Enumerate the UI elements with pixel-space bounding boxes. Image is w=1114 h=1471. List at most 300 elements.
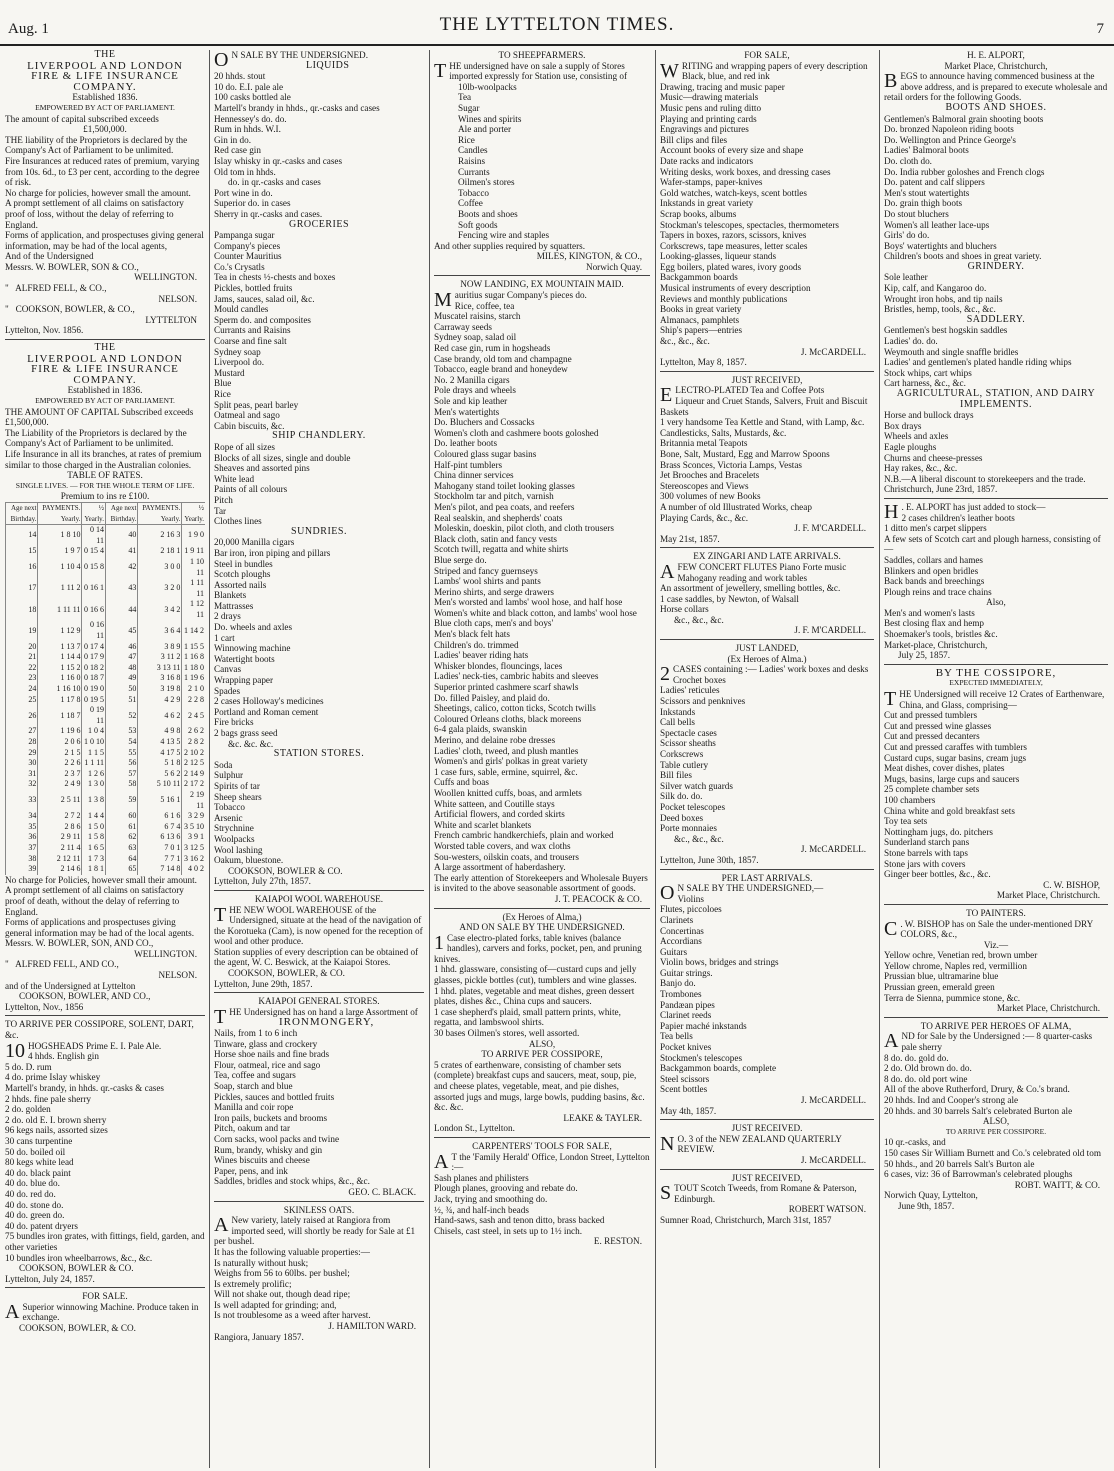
advert-line	[660, 347, 874, 358]
rates-cell: 3 13 11	[138, 663, 182, 674]
advert-line	[434, 1183, 650, 1194]
advert-text: J. HAMILTON WARD.	[328, 1321, 416, 1332]
advert-line	[660, 449, 874, 460]
advert-line	[434, 1236, 650, 1247]
advert-line	[660, 357, 874, 368]
advert-line	[434, 703, 650, 714]
advert-line	[214, 241, 424, 252]
drop-initial: C	[884, 917, 898, 940]
rates-cell: 7 7 1	[138, 854, 182, 865]
advert-line	[660, 791, 874, 802]
rates-cell: 42	[105, 557, 137, 578]
advert-line	[660, 947, 874, 958]
advert-text: PER LAST ARRIVALS.	[721, 872, 813, 883]
advert-text: Cut and pressed decanters	[884, 731, 980, 742]
rates-cell: 2 1 5	[38, 748, 82, 759]
advert-text: Norwich Quay.	[585, 261, 642, 272]
advert-line	[214, 686, 424, 697]
advert-text: Cut and pressed caraffes with tumblers	[884, 742, 1027, 752]
advert-line	[434, 135, 650, 146]
advert-text: Table cutlery	[660, 759, 709, 770]
advert-text: Cut and pressed tumblers	[884, 710, 978, 721]
advert-text: Iron pails, buckets and brooms	[214, 1112, 328, 1123]
advert-line	[884, 880, 1108, 891]
advert-text: Saddles, collars and hames	[884, 554, 983, 565]
advert-line	[434, 1028, 650, 1039]
advert-text: Paper, pens, and ink	[214, 1165, 288, 1176]
advert-text: China white and gold breakfast sets	[884, 805, 1015, 816]
advert-text: JUST LANDED,	[735, 643, 799, 654]
advert-text: FIRE & LIFE INSURANCE COMPANY.	[31, 70, 183, 93]
advert-text: auritius sugar Company's pieces do.	[454, 290, 587, 301]
advert-divider	[660, 1119, 874, 1120]
advert-text: Soda	[214, 759, 233, 770]
advert-line	[434, 912, 650, 923]
advert-text: Boys' watertights and bluchers	[884, 240, 997, 251]
advert-text: Stock whips, cart whips	[884, 367, 972, 378]
advert-text: Viz.—	[983, 939, 1009, 950]
advert-text: The amount of capital subscribed exceeds	[5, 113, 159, 124]
advert-line	[5, 481, 205, 492]
advert-text: Forms of application, and prospectuses giving general information, may be had of the local agents,	[5, 230, 207, 251]
advert-text: An assortment of jewellery, smelling bottles, &c.	[660, 583, 841, 594]
advert-text: Jack, trying and smoothing do.	[434, 1193, 548, 1204]
advert-line	[434, 491, 650, 502]
advert-line	[214, 749, 424, 760]
advert-line	[660, 114, 874, 125]
advert-text: &c., &c., &c.	[674, 833, 724, 844]
advert-line	[660, 717, 874, 728]
advert-line	[660, 145, 874, 156]
advert-text: July 25, 1857.	[898, 650, 951, 661]
advert-text: 1 case saddles, by Newton, of Walsall	[660, 593, 799, 604]
rates-row	[6, 663, 206, 674]
advert-line	[884, 555, 1108, 566]
advert-line	[214, 760, 424, 771]
advert-line	[434, 177, 650, 188]
rates-cell: 1 12 9	[38, 620, 82, 641]
advert-text: Prussian blue, ultramarine blue	[884, 971, 999, 982]
advert-text: Stereoscopes and Views	[660, 480, 749, 491]
advert-line	[884, 198, 1108, 209]
drop-initial: 1	[434, 931, 444, 954]
advert-text: Ginger beer bottles, &c., &c.	[884, 869, 991, 880]
advert-text: It has the following valuable properties:—	[214, 1246, 370, 1257]
advert-line	[5, 1019, 205, 1040]
advert-text: Tea bells	[660, 1031, 693, 1042]
advert-line	[884, 1190, 1108, 1201]
rates-cell: 19	[6, 620, 38, 641]
rates-row	[6, 748, 206, 759]
advert-line	[660, 1042, 874, 1053]
advert-text: Striped and fancy guernseys	[434, 565, 538, 576]
advert-line	[434, 1141, 650, 1152]
advert-text: Martell's brandy, in hhds. qr.-casks & cases	[5, 1083, 164, 1093]
advert-line	[660, 1173, 874, 1184]
advert-line	[214, 61, 424, 72]
rates-row	[6, 758, 206, 769]
advert-text: MILES, KINGTON, & CO.,	[536, 251, 642, 262]
advert-line	[5, 1221, 205, 1232]
advert-text: Sperm do. and composites	[214, 314, 311, 325]
advert-line	[660, 915, 874, 926]
advert-line	[884, 325, 1108, 336]
advert-text: NELSON.	[158, 970, 197, 981]
advert-text: Sunderland starch pans	[884, 837, 970, 848]
advert-line	[5, 1157, 205, 1168]
advert-text: Women's all leather lace-ups	[884, 219, 990, 230]
advert-line	[884, 774, 1108, 785]
advert-line	[434, 809, 650, 820]
rates-cell: 1 18 0	[182, 663, 205, 674]
advert-line	[660, 1021, 874, 1032]
advert-line	[660, 1134, 874, 1155]
advert-text: Forms of applications and prospectuses giving general information may be had of the local agents.	[5, 917, 195, 938]
advert-text: Soft goods	[458, 219, 498, 230]
advert-line	[434, 460, 650, 471]
rates-cell: 4 0 2	[182, 864, 205, 875]
drop-initial: B	[884, 70, 898, 93]
advert-line	[214, 1332, 424, 1343]
advert-line	[884, 220, 1108, 231]
advert-line	[884, 1159, 1108, 1170]
advert-line	[5, 1051, 205, 1062]
rates-cell: 5 10 11	[138, 779, 182, 790]
advert-text: Raisins	[458, 155, 486, 166]
rates-cell: 2 12 11	[38, 854, 82, 865]
advert-text: Also,	[986, 597, 1006, 608]
rates-cell: 0 19 11	[82, 705, 106, 726]
advert-line	[5, 1253, 205, 1264]
advert-line	[214, 1215, 424, 1247]
advert-text: do. in qr.-casks and cases	[228, 177, 321, 188]
advert-text: Ladies' cloth, tweed, and plush mantles	[434, 745, 579, 756]
advert-text: Cart harness, &c., &c.	[884, 378, 966, 389]
advert-line	[214, 368, 424, 379]
advert-line	[884, 650, 1108, 661]
rates-cell: 30	[6, 758, 38, 769]
advert-line	[434, 852, 650, 863]
advert-line	[660, 209, 874, 220]
advert-line	[660, 262, 874, 273]
advert-text: Superior do. in cases	[214, 198, 291, 209]
advert-text: 75 bundles iron grates, with fittings, field, garden, and other varieties	[5, 1231, 207, 1252]
advert-text: Brass Sconces, Victoria Lamps, Vestas	[660, 459, 802, 470]
advert-line	[884, 742, 1108, 753]
advert-line	[214, 463, 424, 474]
advert-text: Christchurch, June 23rd, 1857.	[884, 484, 998, 495]
advert-line	[884, 410, 1108, 421]
advert-text: Sydney soap	[214, 346, 261, 357]
advert-line	[660, 188, 874, 199]
advert-line	[660, 978, 874, 989]
advert-text: Bill clips and files	[660, 134, 728, 145]
advert-line	[660, 230, 874, 241]
advert-text: Sole leather	[884, 272, 928, 283]
advert-text: Scrap books, albums	[660, 208, 737, 219]
advert-text: Steel in bundles	[214, 558, 273, 569]
advert-line	[214, 389, 424, 400]
advert-line	[434, 251, 650, 262]
advert-line	[214, 400, 424, 411]
advert-line	[5, 1062, 205, 1073]
rates-cell: 15	[6, 546, 38, 557]
advert-line	[434, 220, 650, 231]
advert-line	[5, 470, 205, 481]
advert-line	[214, 1300, 424, 1311]
advert-line	[214, 251, 424, 262]
advert-text: Looking-glasses, liqueur stands	[660, 251, 777, 262]
rates-cell: 6 7 4	[138, 822, 182, 833]
advert-text: French cambric handkerchiefs, plain and worked	[434, 830, 614, 841]
rates-cell: 2 19 11	[182, 790, 205, 811]
advert-line	[884, 908, 1108, 919]
advert-line	[5, 1302, 205, 1323]
rates-cell: 5 16 1	[138, 790, 182, 811]
advert-line	[434, 841, 650, 852]
advert-line	[214, 378, 424, 389]
advert-line	[660, 685, 874, 696]
advert-line	[5, 875, 205, 886]
advert-text: Merino, and delaine robe dresses	[434, 735, 556, 745]
advert-text: Violins	[677, 893, 704, 904]
advert-text: Messrs. W. BOWLER, SON & CO.,	[5, 261, 139, 272]
rates-row	[6, 769, 206, 780]
advert-text: Plough planes, grooving and rebate do.	[434, 1183, 578, 1194]
advert-line	[5, 103, 205, 114]
advert-text: Sumner Road, Christchurch, March 31st, 1857	[660, 1214, 832, 1225]
advert-line	[5, 156, 205, 188]
advert-text: Life Insurance in all its branches, at rates of premium similar to those charged in the Australian colonies.	[5, 448, 204, 470]
rates-row	[6, 546, 206, 557]
advert-line	[5, 315, 205, 326]
advert-line	[214, 855, 424, 866]
advert-line	[660, 551, 874, 562]
advert-text: " COOKSON, BOWLER, & CO.,	[5, 304, 135, 315]
advert-line	[214, 230, 424, 241]
newspaper-title: THE LYTTELTON TIMES.	[439, 14, 675, 35]
advert-divider	[660, 639, 874, 640]
advert-line	[5, 135, 205, 156]
advert-line	[434, 156, 650, 167]
advert-text: Martell's brandy in hhds., qr.-casks and cases	[214, 102, 380, 113]
advert-text: Men's worsted and lambs' wool hose, and half hose	[434, 597, 623, 608]
advert-text: Co.'s Crysatls	[214, 261, 265, 272]
rates-header-cell: PAYMENTS. Yearly.	[138, 502, 182, 524]
advert-line	[5, 1231, 205, 1252]
advert-text: Tobacco, eagle brand and honeydew	[434, 364, 568, 375]
advert-line	[214, 559, 424, 570]
advert-text: Stockman's telescopes, spectacles, thermometers	[660, 219, 839, 230]
advert-line	[884, 272, 1108, 283]
advert-line	[214, 675, 424, 686]
rates-cell: 48	[105, 663, 137, 674]
advert-text: HE NEW WOOL WAREHOUSE of the Undersigned, situate at the head of the navigation of the Korotueka (Cam), is now opened for the reception of wool and other produce.	[214, 904, 425, 947]
advert-text: HE Undersigned will receive 12 Crates of Earthenware, China, and Glass, comprising—	[899, 689, 1107, 710]
advert-line	[5, 1147, 205, 1158]
advert-text: E. RESTON.	[593, 1236, 642, 1247]
advert-line	[434, 1215, 650, 1226]
advert-text: £1,500,000.	[83, 124, 127, 135]
advert-text: WELLINGTON.	[134, 948, 197, 959]
advert-line	[884, 513, 1108, 524]
advert-text: Coarse and fine salt	[214, 336, 287, 347]
advert-line	[884, 890, 1108, 901]
rates-cell: 2 8 2	[182, 737, 205, 748]
advert-line	[660, 654, 874, 665]
advert-line	[434, 1113, 650, 1124]
masthead-rule	[0, 44, 1114, 46]
advert-text: 40 do. patent dryers	[5, 1220, 78, 1231]
advert-line	[884, 1003, 1108, 1014]
advert-text: Red case gin	[214, 145, 261, 156]
advert-text: 80 kegs white lead	[5, 1157, 74, 1168]
advert-text: 40 do. blue do.	[5, 1178, 60, 1189]
advert-text: " ALFRED FELL, AND CO.,	[5, 959, 119, 970]
advert-divider	[5, 1015, 205, 1016]
advert-text: Inkstands	[660, 706, 696, 717]
advert-text: 10 do. E.I. pale ale	[214, 81, 284, 92]
rates-cell: 2 8 6	[38, 822, 82, 833]
advert-line	[214, 283, 424, 294]
advert-line	[434, 230, 650, 241]
advert-line	[5, 959, 205, 970]
advert-text: EMPOWERED BY ACT OF PARLIAMENT.	[35, 102, 175, 112]
advert-line	[214, 979, 424, 990]
rates-cell: 58	[105, 779, 137, 790]
advert-text: Currants and Raisins	[214, 325, 291, 336]
advert-text: SHIP CHANDLERY.	[272, 430, 366, 442]
advert-text: No. 2 Manilla cigars	[434, 374, 510, 385]
advert-text: Bar iron, iron piping and pillars	[214, 547, 331, 558]
advert-text: No charge for Policies, however small their amount.	[5, 874, 197, 885]
advert-line	[434, 82, 650, 93]
advert-text: CASES containing :— Ladies' work boxes and desks	[673, 664, 869, 675]
advert-text: T the 'Family Herald' Office, London Street, Lyttelton :—	[451, 1151, 652, 1173]
advert-line	[660, 304, 874, 315]
advert-line	[660, 904, 874, 915]
advert-line	[214, 347, 424, 358]
rates-cell: 2 11 4	[38, 843, 82, 854]
advert-text: Men's black felt hats	[434, 629, 510, 640]
rates-cell: 56	[105, 758, 137, 769]
advert-text: And other supplies required by squatters.	[434, 240, 586, 251]
rates-cell: 44	[105, 599, 137, 620]
advert-line	[660, 707, 874, 718]
advert-text: Violin bows, bridges and strings	[660, 957, 779, 968]
rates-header-cell: ½ Yearly.	[82, 502, 106, 524]
advert-text: Horse and bullock drays	[884, 410, 974, 421]
advert-text: SKINLESS OATS.	[283, 1204, 355, 1215]
advert-line	[884, 167, 1108, 178]
advert-text: Guitar strings.	[660, 967, 713, 978]
advert-text: N SALE BY THE UNDERSIGNED.	[231, 50, 368, 60]
advert-text: TO PAINTERS.	[966, 907, 1026, 918]
advert-text: N SALE BY THE UNDERSIGNED,—	[677, 883, 824, 894]
rates-cell: 28	[6, 737, 38, 748]
advert-text: Weymouth and single snaffle bridles	[884, 346, 1019, 357]
advert-line	[5, 1115, 205, 1126]
advert-text: Men's stout watertights	[884, 187, 970, 198]
rates-cell: 3 2 0	[138, 578, 182, 599]
advert-text: Account books of every size and shape	[660, 145, 804, 156]
rates-cell: 2 12 5	[182, 758, 205, 769]
rates-cell: 0 14 11	[82, 525, 106, 547]
advert-line	[660, 502, 874, 513]
advert-text: Black cloth, satin and fancy vests	[434, 533, 557, 544]
advert-text: 20 hhds. stout	[214, 71, 266, 82]
advert-line	[5, 1291, 205, 1302]
advert-text: TO ARRIVE PER COSSIPORE, SOLENT, DART, &c.	[5, 1019, 197, 1041]
advert-text: RITING and wrapping papers of every description	[681, 60, 868, 71]
advert-line	[884, 763, 1108, 774]
advert-line	[5, 198, 205, 230]
advert-text: 1 case furs, sable, ermine, squirrel, &c.	[434, 766, 578, 777]
drop-initial: A	[5, 1300, 20, 1323]
advert-text: KAIAPOI GENERAL STORES.	[258, 996, 380, 1007]
advert-line	[214, 1145, 424, 1156]
advert-line	[214, 103, 424, 114]
rates-cell: 3 16 8	[138, 673, 182, 684]
advert-text: Pickles, bottled fruits	[214, 283, 293, 294]
advert-text: &c., &c., &c.	[674, 614, 724, 625]
advert-line	[434, 209, 650, 220]
advert-text: 6-4 gala plaids, swanskin	[434, 724, 527, 735]
advert-text: Muscatel raisins, starch	[434, 311, 521, 322]
advert-text: Mould candles	[214, 304, 269, 315]
advert-line	[660, 813, 874, 824]
column-3	[431, 50, 653, 1468]
advert-line	[884, 1063, 1108, 1074]
drop-initial: E	[660, 384, 673, 407]
rates-cell: 1 6 5	[82, 843, 106, 854]
advert-text: Playing and printing cards	[660, 113, 757, 124]
advert-text: COOKSON, BOWLER & CO.	[228, 865, 343, 876]
rates-cell: 0 19 5	[82, 695, 106, 706]
advert-line	[660, 177, 874, 188]
advert-text: Market Place, Christchurch.	[996, 890, 1100, 901]
advert-text: Prussian green, emerald green	[884, 982, 995, 993]
advert-text: THE	[94, 342, 116, 354]
advert-text: The Liability of the Proprietors is declared by the Company's Act of Parliament to be unlimited.	[5, 427, 189, 449]
advert-text: 2 cases children's leather boots	[901, 512, 1015, 523]
advert-line	[214, 114, 424, 125]
advert-text: Yellow chrome, Naples red, vermillion	[884, 960, 1027, 971]
advert-text: Corn sacks, wool packs and twine	[214, 1133, 340, 1144]
advert-text: Oatmeal and sago	[214, 410, 280, 421]
advert-text: Sherry in qr.-casks and cases.	[214, 208, 323, 219]
advert-text: 30 cans turpentine	[5, 1135, 73, 1146]
advert-line	[434, 364, 650, 375]
advert-text: Backgammon boards, complete	[660, 1063, 777, 1074]
advert-line	[214, 336, 424, 347]
advert-text: LIVERPOOL AND LONDON	[27, 59, 183, 72]
rates-cell: 22	[6, 663, 38, 674]
advert-line	[434, 61, 650, 82]
advert-line	[884, 347, 1108, 358]
rates-cell: 0 15 8	[82, 557, 106, 578]
advert-line	[660, 1031, 874, 1042]
advert-text: Currants	[458, 166, 490, 177]
advert-text: GROCERIES	[288, 218, 350, 230]
advert-text: Red case gin, rum in hogsheads	[434, 343, 551, 354]
advert-line	[434, 332, 650, 343]
rates-cell: 3 16 2	[182, 854, 205, 865]
advert-line	[214, 845, 424, 856]
advert-text: NELSON.	[158, 293, 197, 304]
advert-line	[214, 220, 424, 231]
advert-text: THE	[94, 50, 116, 60]
